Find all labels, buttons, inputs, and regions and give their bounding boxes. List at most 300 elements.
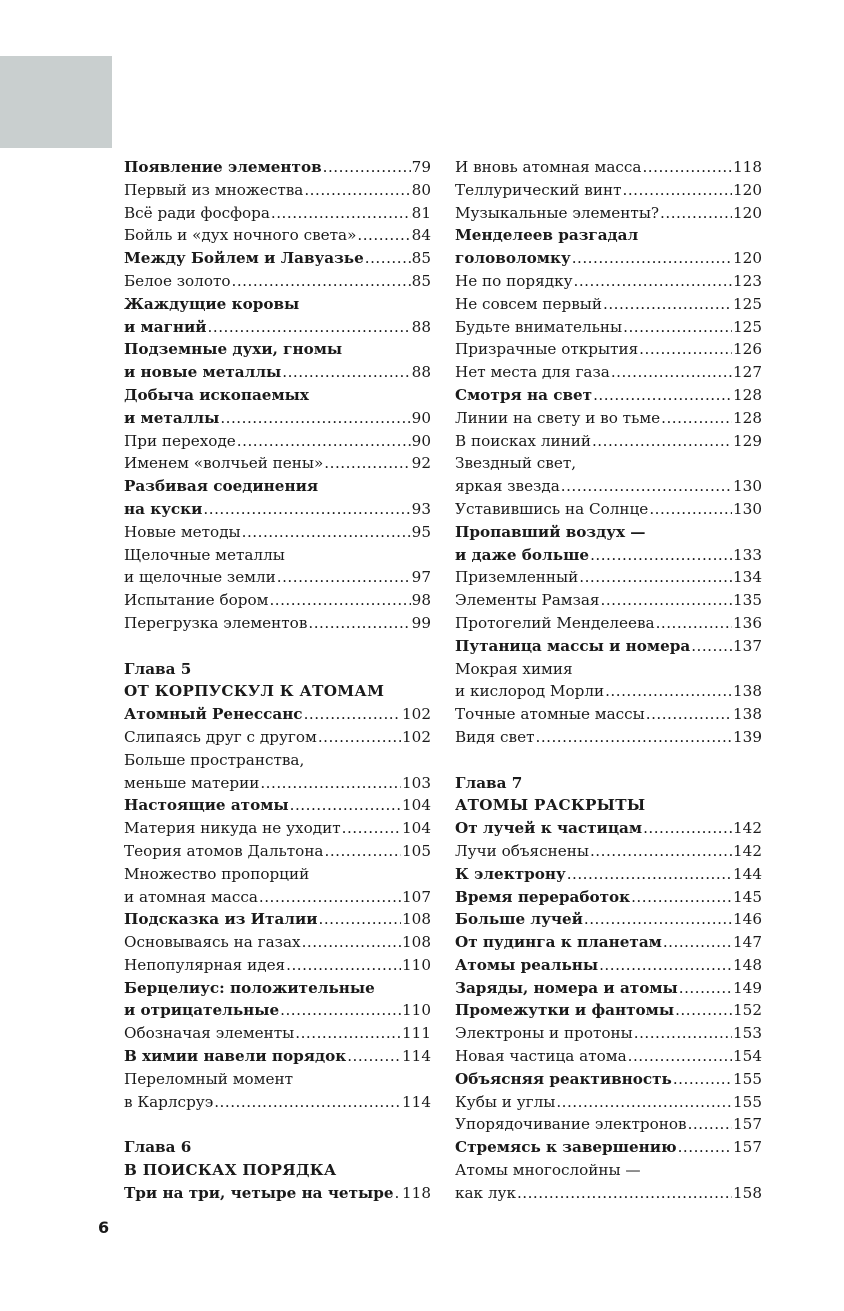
toc-page-number: 128 — [733, 385, 762, 404]
toc-page-number: 97 — [411, 568, 431, 587]
dot-leader — [605, 680, 732, 703]
toc-entry[interactable] — [455, 521, 762, 567]
dot-leader — [242, 521, 411, 544]
page-number: 6 — [98, 1218, 110, 1237]
toc-entry-line — [455, 407, 762, 430]
toc-entry-line — [124, 1068, 431, 1091]
toc-entry[interactable] — [455, 931, 762, 954]
toc-page-number: 104 — [402, 819, 431, 838]
toc-entry-title: Основываясь на газах — [124, 933, 301, 952]
toc-page-number: 136 — [733, 613, 762, 632]
toc-entry[interactable] — [124, 703, 431, 726]
toc-entry-title: К электрону — [455, 864, 566, 883]
dot-leader — [603, 293, 732, 316]
dot-leader — [237, 430, 411, 453]
toc-entry[interactable] — [124, 544, 431, 590]
toc-page-number: 152 — [733, 1001, 762, 1020]
dot-leader — [590, 544, 732, 567]
toc-entry-title: Испытание бором — [124, 591, 269, 610]
toc-page-number: 85 — [411, 271, 431, 290]
toc-entry-title: Заряды, номера и атомы — [455, 978, 678, 997]
toc-entry-line — [455, 1091, 762, 1114]
toc-entry-title: в Карлсруэ — [124, 1092, 214, 1111]
toc-entry[interactable] — [455, 1068, 762, 1091]
toc-entry-line — [124, 908, 431, 931]
toc-entry[interactable] — [455, 1022, 762, 1045]
dot-leader — [646, 703, 732, 726]
dot-leader — [323, 156, 411, 179]
toc-entry-line — [124, 954, 431, 977]
toc-entry-title: Протогелий Менделеева — [455, 613, 655, 632]
toc-entry[interactable] — [124, 293, 431, 339]
toc-page-number: 104 — [402, 796, 431, 815]
toc-entry[interactable] — [455, 338, 762, 361]
toc-entry[interactable] — [455, 954, 762, 977]
toc-page-number: 80 — [411, 180, 431, 199]
toc-entry-line — [124, 863, 431, 886]
toc-entry-title: и металлы — [124, 408, 220, 427]
toc-entry[interactable] — [455, 270, 762, 293]
toc-entry-line — [124, 452, 431, 475]
toc-page-number: 110 — [402, 1001, 431, 1020]
toc-page-number: 154 — [733, 1047, 762, 1066]
toc-entry-title: Первый из множества — [124, 180, 304, 199]
toc-entry[interactable] — [124, 817, 431, 840]
toc-entry-line — [455, 475, 762, 498]
dot-leader — [220, 407, 410, 430]
toc-page-number: 153 — [733, 1024, 762, 1043]
toc-entry-line — [124, 1091, 431, 1114]
toc-entry-line — [124, 498, 431, 521]
toc-page-number: 120 — [733, 203, 762, 222]
toc-entry[interactable] — [455, 726, 762, 749]
toc-entry[interactable] — [124, 1182, 431, 1205]
toc-entry-title: Всё ради фосфора — [124, 203, 270, 222]
toc-entry[interactable] — [124, 931, 431, 954]
dot-leader — [623, 316, 732, 339]
toc-page-number: 111 — [402, 1024, 431, 1043]
toc-page-number: 95 — [411, 522, 431, 541]
dot-leader — [579, 566, 732, 589]
toc-entry[interactable] — [455, 430, 762, 453]
toc-entry-line — [455, 589, 762, 612]
toc-entry-line — [124, 270, 431, 293]
dot-leader — [572, 247, 732, 270]
toc-page-number: 108 — [402, 910, 431, 929]
toc-entry[interactable] — [124, 156, 431, 179]
toc-entry[interactable] — [455, 999, 762, 1022]
toc-entry-line — [455, 293, 762, 316]
toc-page-number: 133 — [733, 545, 762, 564]
toc-entry-line — [124, 316, 431, 339]
toc-entry[interactable] — [455, 840, 762, 863]
dot-leader — [347, 1045, 401, 1068]
toc-page-number: 90 — [411, 431, 431, 450]
toc-entry-title: Появление элементов — [124, 158, 322, 176]
toc-entry[interactable] — [455, 635, 762, 658]
toc-entry-line — [455, 1136, 762, 1159]
toc-entry-title: Путаница массы и номера — [455, 636, 691, 655]
toc-entry-line — [124, 726, 431, 749]
chapter-title: АТОМЫ РАСКРЫТЫ — [455, 796, 646, 815]
toc-entry[interactable] — [124, 863, 431, 909]
toc-page-number: 90 — [411, 408, 431, 427]
toc-entry[interactable] — [124, 840, 431, 863]
toc-entry-title: Уставившись на Солнце — [455, 499, 649, 518]
toc-entry-title: Не совсем первый — [455, 294, 602, 313]
toc-entry-line — [455, 156, 762, 179]
toc-entry-line — [455, 384, 762, 407]
toc-entry-title: Подземные духи, гномы — [124, 340, 343, 359]
toc-page-number: 129 — [733, 431, 762, 450]
toc-page-number: 118 — [402, 1183, 431, 1202]
toc-page-number: 149 — [733, 978, 762, 997]
toc-page-number: 139 — [733, 727, 762, 746]
dot-leader — [286, 954, 401, 977]
toc-entry-line — [124, 703, 431, 726]
toc-entry-line — [455, 544, 762, 567]
toc-entry-title: Атомы многослойны — — [455, 1161, 641, 1180]
dot-leader — [584, 908, 732, 931]
toc-entry-title: От пудинга к планетам — [455, 933, 662, 952]
toc-entry-line — [455, 361, 762, 384]
toc-entry-title: Смотря на свет — [455, 385, 593, 404]
toc-page-number: 107 — [402, 887, 431, 906]
toc-page-number: 158 — [733, 1183, 762, 1202]
toc-entry-line — [455, 886, 762, 909]
toc-entry[interactable] — [124, 977, 431, 1023]
toc-page-number: 85 — [411, 249, 431, 268]
dot-leader — [679, 977, 732, 1000]
toc-entry[interactable] — [455, 361, 762, 384]
toc-entry-title: Больше лучей — [455, 910, 583, 929]
toc-entry-title: Упорядочивание электронов — [455, 1115, 687, 1134]
toc-entry-title: Звездный свет, — [455, 454, 577, 473]
toc-entry-title: Подсказка из Италии — [124, 910, 318, 929]
toc-entry[interactable] — [124, 521, 431, 544]
toc-page-number: 108 — [402, 933, 431, 952]
toc-page-number: 79 — [411, 158, 431, 176]
toc-entry[interactable] — [124, 452, 431, 475]
toc-entry[interactable] — [455, 1091, 762, 1114]
toc-entry-line — [124, 931, 431, 954]
dot-leader — [277, 566, 411, 589]
toc-entry-line — [124, 772, 431, 795]
toc-entry[interactable] — [455, 316, 762, 339]
toc-page-number: 137 — [733, 636, 762, 655]
toc-entry[interactable] — [455, 384, 762, 407]
dot-leader — [395, 1182, 401, 1205]
toc-entry-line — [455, 247, 762, 270]
toc-entry-line — [455, 680, 762, 703]
chapter-title: ОТ КОРПУСКУЛ К АТОМАМ — [124, 682, 385, 701]
toc-entry[interactable] — [455, 407, 762, 430]
dot-leader — [599, 954, 732, 977]
toc-entry[interactable] — [455, 156, 762, 179]
toc-page-number: 114 — [402, 1092, 431, 1111]
toc-entry-title: на куски — [124, 499, 203, 518]
toc-page-number: 142 — [733, 819, 762, 838]
dot-leader — [259, 886, 401, 909]
toc-page-number: 81 — [411, 203, 431, 222]
dot-leader — [660, 202, 732, 225]
dot-leader — [342, 817, 401, 840]
dot-leader — [561, 475, 732, 498]
toc-entry[interactable] — [455, 977, 762, 1000]
toc-entry-title: Будьте внимательны — [455, 317, 623, 336]
toc-page-number: 130 — [733, 499, 762, 518]
toc-entry[interactable] — [124, 589, 431, 612]
toc-page-number: 99 — [411, 613, 431, 632]
toc-entry[interactable] — [455, 1113, 762, 1136]
dot-leader — [639, 338, 732, 361]
toc-entry-line — [455, 931, 762, 954]
dot-leader — [556, 1091, 732, 1114]
toc-entry-title: Электроны и протоны — [455, 1024, 633, 1043]
chapter-label: Глава 5 — [124, 659, 192, 678]
dot-leader — [691, 635, 732, 658]
toc-entry[interactable] — [124, 1045, 431, 1068]
dot-leader — [656, 612, 732, 635]
toc-entry[interactable] — [455, 612, 762, 635]
toc-page-number: 98 — [411, 591, 431, 610]
toc-entry[interactable] — [455, 179, 762, 202]
toc-entry-title: Призрачные открытия — [455, 340, 639, 359]
dot-leader — [634, 1022, 732, 1045]
toc-entry-title: и новые металлы — [124, 363, 282, 382]
toc-entry-line — [124, 361, 431, 384]
dot-leader — [611, 361, 732, 384]
toc-entry-line — [124, 612, 431, 635]
toc-entry[interactable] — [455, 1045, 762, 1068]
dot-leader — [269, 589, 410, 612]
toc-entry-title: При переходе — [124, 431, 236, 450]
toc-page-number: 102 — [402, 705, 431, 724]
dot-leader — [688, 1113, 732, 1136]
toc-entry[interactable] — [455, 293, 762, 316]
toc-entry[interactable] — [455, 703, 762, 726]
toc-column-left — [124, 156, 431, 1205]
section-gap — [124, 635, 431, 658]
toc-entry-title: Бойль и «дух ночного света» — [124, 226, 357, 245]
dot-leader — [232, 270, 411, 293]
toc-entry-line — [455, 954, 762, 977]
toc-entry-line — [455, 703, 762, 726]
toc-page-number: 155 — [733, 1069, 762, 1088]
toc-entry-line — [455, 612, 762, 635]
toc-page-number: 135 — [733, 591, 762, 610]
toc-entry[interactable] — [455, 202, 762, 225]
toc-page-number: 130 — [733, 477, 762, 496]
dot-leader — [308, 612, 410, 635]
toc-entry-title: Перегрузка элементов — [124, 613, 308, 632]
toc-page-number: 120 — [733, 180, 762, 199]
toc-page-number: 126 — [733, 340, 762, 359]
dot-leader — [295, 1022, 401, 1045]
toc-entry[interactable] — [124, 749, 431, 795]
dot-leader — [214, 1091, 401, 1114]
toc-entry-line — [455, 1113, 762, 1136]
toc-entry-line — [124, 293, 431, 316]
toc-page-number: 125 — [733, 294, 762, 313]
toc-entry-line — [455, 977, 762, 1000]
toc-page-number: 157 — [733, 1115, 762, 1134]
toc-entry-line — [124, 384, 431, 407]
toc-entry-title: Элементы Рамзая — [455, 591, 600, 610]
toc-entry[interactable] — [455, 566, 762, 589]
toc-entry-line — [124, 202, 431, 225]
toc-entry-line — [124, 247, 431, 270]
toc-entry-title: и щелочные земли — [124, 568, 276, 587]
toc-entry-line — [124, 566, 431, 589]
dot-leader — [365, 247, 411, 270]
toc-page-number: 146 — [733, 910, 762, 929]
toc-entry[interactable] — [124, 475, 431, 521]
toc-entry-title: Теория атомов Дальтона — [124, 841, 324, 860]
dot-leader — [324, 452, 410, 475]
toc-entry-title: Объясняя реактивность — [455, 1069, 672, 1088]
toc-entry[interactable] — [124, 1068, 431, 1114]
toc-entry-line — [455, 430, 762, 453]
toc-page-number: 128 — [733, 408, 762, 427]
toc-page-number: 110 — [402, 955, 431, 974]
toc-entry-title: Именем «волчьей пены» — [124, 454, 324, 473]
toc-entry[interactable] — [124, 384, 431, 430]
toc-page-number: 88 — [411, 363, 431, 382]
toc-entry-line — [455, 521, 762, 544]
toc-entry-line — [124, 1182, 431, 1205]
dot-leader — [567, 863, 732, 886]
section-gap — [455, 749, 762, 772]
toc-entry-title: Лучи объяснены — [455, 841, 589, 860]
toc-entry[interactable] — [124, 202, 431, 225]
dot-leader — [271, 202, 411, 225]
dot-leader — [203, 498, 410, 521]
toc-entry-line — [455, 316, 762, 339]
dot-leader — [280, 999, 401, 1022]
toc-entry-line — [124, 338, 431, 361]
toc-entry-line — [455, 1159, 762, 1182]
toc-entry-title: От лучей к частицам — [455, 819, 643, 838]
toc-entry-title: и даже больше — [455, 545, 590, 564]
toc-entry[interactable] — [124, 430, 431, 453]
toc-entry-line — [455, 1068, 762, 1091]
toc-page-number: 144 — [733, 864, 762, 883]
toc-entry[interactable] — [124, 338, 431, 384]
toc-entry-line — [124, 544, 431, 567]
toc-entry[interactable] — [124, 270, 431, 293]
dot-leader — [663, 931, 732, 954]
toc-entry[interactable] — [455, 863, 762, 886]
toc-entry[interactable] — [124, 224, 431, 247]
toc-entry-title: головоломку — [455, 249, 571, 268]
toc-entry[interactable] — [124, 908, 431, 931]
toc-entry[interactable] — [124, 247, 431, 270]
dot-leader — [649, 498, 732, 521]
toc-entry[interactable] — [455, 224, 762, 270]
toc-page-number: 148 — [733, 955, 762, 974]
toc-entry-title: Музыкальные элементы? — [455, 203, 660, 222]
toc-entry-line — [124, 1022, 431, 1045]
toc-entry-line — [124, 999, 431, 1022]
dot-leader — [574, 270, 732, 293]
toc-entry-title: Непопулярная идея — [124, 955, 286, 974]
dot-leader — [260, 772, 401, 795]
toc-entry-title: яркая звезда — [455, 477, 560, 496]
toc-entry[interactable] — [455, 658, 762, 704]
toc-entry-line — [455, 566, 762, 589]
toc-entry-title: В поисках линий — [455, 431, 591, 450]
dot-leader — [661, 407, 732, 430]
toc-entry-line — [455, 1045, 762, 1068]
toc-entry-title: Между Бойлем и Лавуазье — [124, 249, 364, 268]
toc-entry-title: и магний — [124, 317, 207, 336]
toc-entry-title: Кубы и углы — [455, 1092, 556, 1111]
toc-entry-line — [124, 749, 431, 772]
dot-leader — [208, 316, 411, 339]
toc-page-number: 125 — [733, 317, 762, 336]
toc-entry-title: Слипаясь друг с другом — [124, 727, 317, 746]
toc-column-right — [455, 156, 762, 1205]
toc-page-number: 84 — [411, 226, 431, 245]
toc-entry-title: Жаждущие коровы — [124, 294, 300, 313]
toc-page-number: 138 — [733, 705, 762, 724]
toc-entry[interactable] — [455, 1159, 762, 1205]
dot-leader — [517, 1182, 732, 1205]
toc-page-number: 123 — [733, 271, 762, 290]
toc-entry[interactable] — [124, 954, 431, 977]
toc-entry-line — [124, 886, 431, 909]
toc-entry-line — [124, 407, 431, 430]
toc-entry-title: Материя никуда не уходит — [124, 819, 341, 838]
toc-page-number: 105 — [402, 841, 431, 860]
toc-entry[interactable] — [124, 794, 431, 817]
dot-leader — [623, 179, 733, 202]
toc-entry[interactable] — [124, 1022, 431, 1045]
toc-entry-line — [455, 270, 762, 293]
toc-entry[interactable] — [455, 908, 762, 931]
toc-entry[interactable] — [455, 498, 762, 521]
toc-entry-line — [455, 726, 762, 749]
toc-entry-title: Новые методы — [124, 522, 241, 541]
toc-entry[interactable] — [124, 726, 431, 749]
toc-entry[interactable] — [455, 589, 762, 612]
toc-entry-line — [455, 224, 762, 247]
toc-entry-title: Стремясь к завершению — [455, 1138, 677, 1157]
toc-entry[interactable] — [455, 452, 762, 498]
toc-entry[interactable] — [455, 886, 762, 909]
dot-leader — [592, 430, 732, 453]
dot-leader — [678, 1136, 732, 1159]
toc-entry-line — [455, 840, 762, 863]
toc-entry-line — [455, 908, 762, 931]
toc-entry-title: Больше пространства, — [124, 750, 305, 769]
toc-entry[interactable] — [455, 1136, 762, 1159]
toc-entry-title: Линии на свету и во тьме — [455, 408, 661, 427]
toc-entry-title: Обозначая элементы — [124, 1024, 295, 1043]
toc-entry-title: Настоящие атомы — [124, 796, 289, 815]
toc-entry-title: Приземленный — [455, 568, 579, 587]
toc-entry-title: Три на три, четыре на четыре — [124, 1183, 394, 1202]
toc-entry[interactable] — [124, 612, 431, 635]
toc-entry-line — [124, 794, 431, 817]
toc-entry-line — [455, 817, 762, 840]
toc-entry-title: Белое золото — [124, 271, 231, 290]
toc-entry-title: как лук — [455, 1183, 516, 1202]
toc-entry[interactable] — [124, 179, 431, 202]
toc-entry[interactable] — [455, 817, 762, 840]
dot-leader — [290, 794, 401, 817]
